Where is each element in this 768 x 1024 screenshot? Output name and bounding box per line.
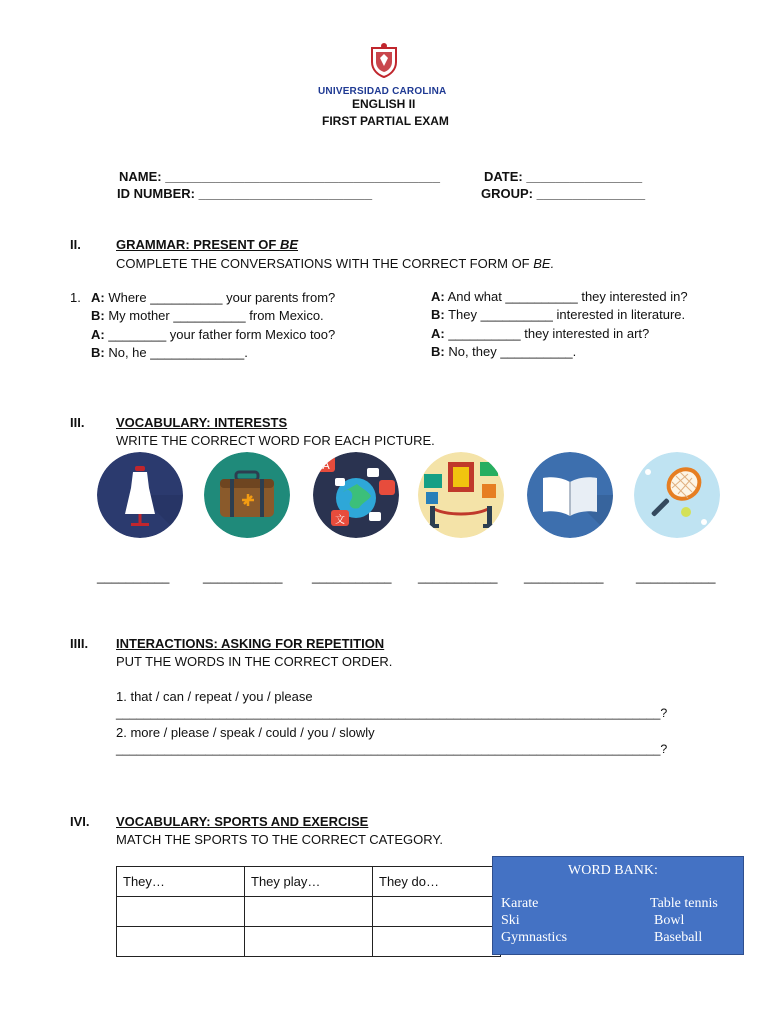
table-cell[interactable] — [117, 927, 245, 957]
table-header-row — [117, 867, 501, 897]
answer-blank[interactable]: ___________ — [418, 569, 498, 584]
dialogue-line[interactable] — [431, 307, 685, 322]
word-bank-item: Table tennis — [650, 896, 718, 911]
line-text: __________ they interested in art? — [444, 326, 650, 341]
section-number: IIII. — [70, 636, 89, 651]
speaker-label: B: — [91, 308, 105, 323]
dialogue-line[interactable] — [91, 290, 335, 305]
art-gallery-icon — [418, 452, 504, 538]
dialogue-line[interactable] — [431, 344, 576, 359]
table-header-cell: They… — [117, 867, 245, 897]
word-bank-title: WORD BANK: — [568, 863, 658, 878]
word-bank — [492, 856, 744, 955]
section-number: IVI. — [70, 814, 90, 829]
answer-blank[interactable]: ___________ — [636, 569, 716, 584]
table-cell[interactable] — [245, 927, 373, 957]
table-header-cell: They do… — [373, 867, 501, 897]
table-cell[interactable] — [117, 897, 245, 927]
line-text: Where __________ your parents from? — [104, 290, 336, 305]
section-instructions: PUT THE WORDS IN THE CORRECT ORDER. — [116, 654, 393, 669]
section-number: III. — [70, 415, 85, 430]
dress-form-icon — [97, 452, 183, 538]
table-row — [117, 897, 501, 927]
word-bank-item: Gymnastics — [501, 930, 568, 945]
answer-blank[interactable]: ___________ — [203, 569, 283, 584]
word-bank-item: Baseball — [654, 930, 703, 945]
title-text: GRAMMAR: PRESENT OF — [116, 237, 280, 252]
dialogue-line[interactable] — [91, 327, 335, 342]
tennis-racket-icon — [634, 452, 720, 538]
table-cell[interactable] — [373, 897, 501, 927]
section-instructions: WRITE THE CORRECT WORD FOR EACH PICTURE. — [116, 433, 435, 448]
section-title: VOCABULARY: SPORTS AND EXERCISE — [116, 814, 369, 829]
word-bank-item: Ski — [501, 913, 520, 928]
word-bank-item: Karate — [501, 896, 539, 911]
speaker-label: A: — [91, 290, 105, 305]
answer-blank[interactable]: ___________ — [312, 569, 392, 584]
section-title: INTERACTIONS: ASKING FOR REPETITION — [116, 636, 385, 651]
id-number-field[interactable]: ID NUMBER: ________________________ — [117, 186, 373, 201]
crest-icon — [368, 42, 400, 78]
speaker-label: A: — [431, 289, 445, 304]
line-text: And what __________ they interested in? — [444, 289, 688, 304]
svg-text:A: A — [322, 459, 330, 472]
sports-category-table — [116, 866, 501, 957]
university-logo — [368, 42, 400, 78]
name-field[interactable]: NAME: ______________________________________ — [119, 169, 440, 184]
instructions-text: COMPLETE THE CONVERSATIONS WITH THE CORRECT FORM OF — [116, 256, 534, 271]
table-cell[interactable] — [245, 897, 373, 927]
languages-globe-icon — [313, 452, 399, 538]
open-book-icon — [527, 452, 613, 538]
speaker-label: A: — [431, 326, 445, 341]
line-text: No, he _____________. — [104, 345, 248, 360]
table-header-cell: They play… — [245, 867, 373, 897]
dialogue-line[interactable] — [91, 345, 248, 360]
speaker-label: B: — [91, 345, 105, 360]
speaker-label: B: — [431, 307, 445, 322]
table-row — [117, 927, 501, 957]
suitcase-icon — [204, 452, 290, 538]
line-text: My mother __________ from Mexico. — [104, 308, 324, 323]
answer-blank[interactable]: ___________ — [524, 569, 604, 584]
section-number: II. — [70, 237, 81, 252]
line-text: They __________ interested in literature. — [444, 307, 686, 322]
word-bank-item: Bowl — [654, 913, 685, 928]
answer-blank[interactable]: __________ — [97, 569, 170, 584]
date-field[interactable]: DATE: ________________ — [484, 169, 643, 184]
answer-line[interactable]: _______________________________________________________________________________? — [116, 742, 668, 756]
section-title: VOCABULARY: INTERESTS — [116, 415, 288, 430]
section-title — [116, 237, 298, 252]
dialogue-line[interactable] — [91, 308, 324, 323]
title-emphasis: BE — [279, 237, 299, 252]
question-prompt: 2. more / please / speak / could / you / slowly — [116, 725, 375, 740]
speaker-label: B: — [431, 344, 445, 359]
item-number: 1. — [70, 290, 81, 305]
university-name: UNIVERSIDAD CAROLINA — [318, 86, 447, 97]
section-instructions: MATCH THE SPORTS TO THE CORRECT CATEGORY. — [116, 832, 443, 847]
section-instructions — [116, 256, 554, 271]
table-cell[interactable] — [373, 927, 501, 957]
speaker-label: A: — [91, 327, 105, 342]
question-prompt: 1. that / can / repeat / you / please — [116, 689, 313, 704]
group-field[interactable]: GROUP: _______________ — [481, 186, 646, 201]
svg-text:文: 文 — [335, 515, 345, 526]
exam-title: FIRST PARTIAL EXAM — [322, 114, 449, 128]
course-title: ENGLISH II — [352, 97, 416, 111]
dialogue-line[interactable] — [431, 326, 649, 341]
dialogue-line[interactable] — [431, 289, 688, 304]
instructions-emphasis: BE. — [533, 256, 555, 271]
line-text: ________ your father form Mexico too? — [104, 327, 336, 342]
answer-line[interactable]: _______________________________________________________________________________? — [116, 706, 668, 720]
line-text: No, they __________. — [444, 344, 577, 359]
